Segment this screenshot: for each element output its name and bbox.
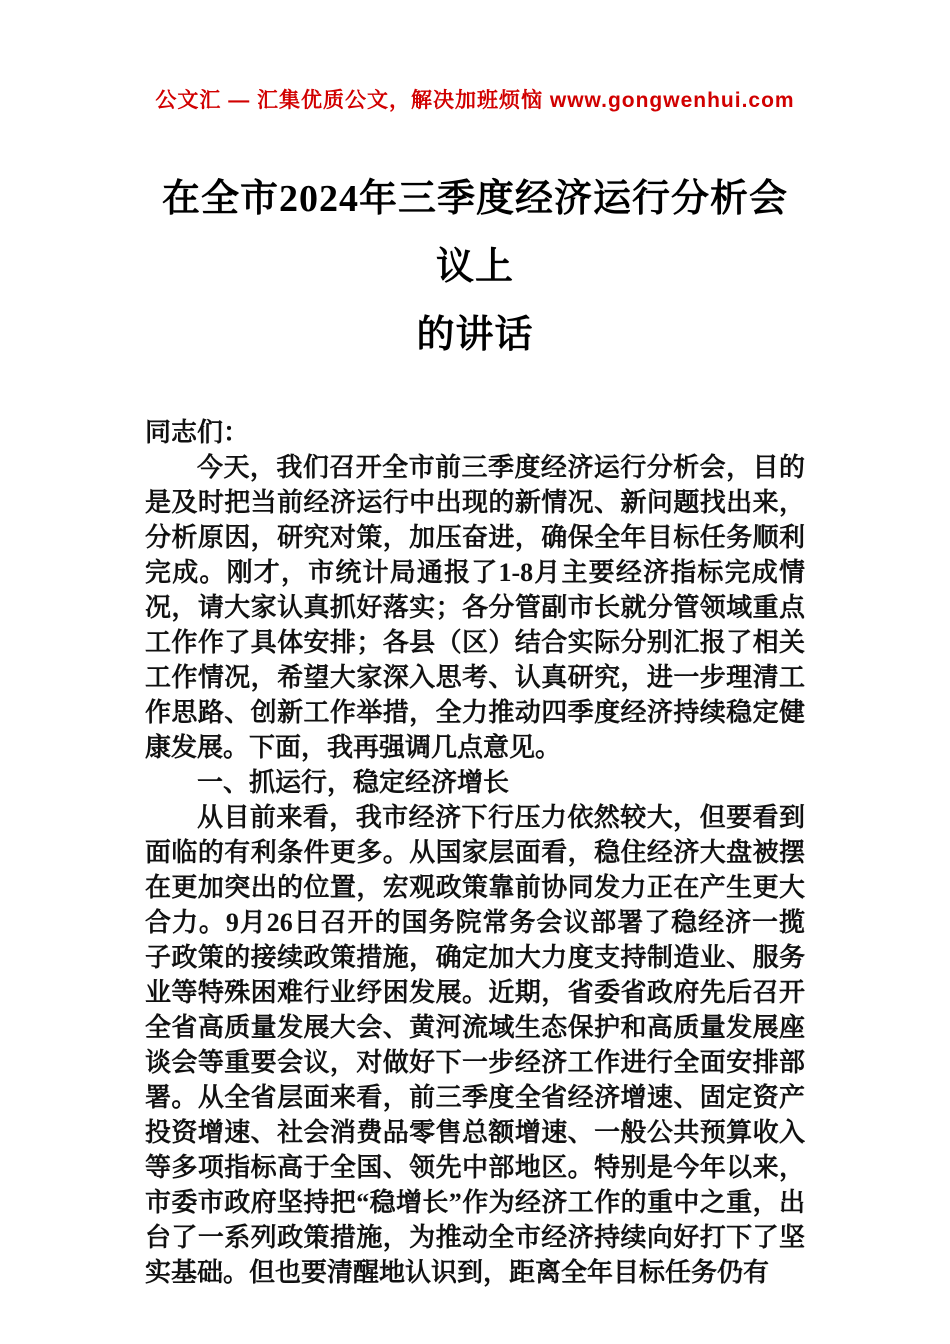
document-title xyxy=(145,165,805,369)
site-watermark: 公文汇 — 汇集优质公文，解决加班烦恼 www.gongwenhui.com xyxy=(155,89,795,112)
document-body xyxy=(145,415,805,1290)
section-heading-1: 一、抓运行，稳定经济增长 xyxy=(197,768,510,797)
title-line-2: 的讲话 xyxy=(416,314,534,356)
paragraph-intro: 今天，我们召开全市前三季度经济运行分析会，目的是及时把当前经济运行中出现的新情况、新问题找出来，分析原因，研究对策，加压奋进，确保全年目标任务顺利完成。刚才，市统计局通报了1-8月主要经济指标完成情况，请大家认真抓好落实；各分管副市长就分管领域重点工作作了具体安排；各县（区）结合实际分别汇报了相关工作情况，希望大家深入思考、认真研究，进一步理清工作思路、创新工作举措，全力推动四季度经济持续稳定健康发展。下面，我再强调几点意见。 xyxy=(145,453,805,762)
paragraph-section-1-body: 从目前来看，我市经济下行压力依然较大，但要看到面临的有利条件更多。从国家层面看，稳住经济大盘被摆在更加突出的位置，宏观政策靠前协同发力正在产生更大合力。9月26日召开的国务院常务会议部署了稳经济一揽子政策的接续政策措施，确定加大力度支持制造业、服务业等特殊困难行业纾困发展。近期，省委省政府先后召开全省高质量发展大会、黄河流域生态保护和高质量发展座谈会等重要会议，对做好下一步经济工作进行全面安排部署。从全省层面来看，前三季度全省经济增速、固定资产投资增速、社会消费品零售总额增速、一般公共预算收入等多项指标高于全国、领先中部地区。特别是今年以来，市委市政府坚持把“稳增长”作为经济工作的重中之重，出台了一系列政策措施，为推动全市经济持续向好打下了坚实基础。但也要清醒地认识到，距离全年目标任务仍有 xyxy=(145,803,805,1287)
document-content xyxy=(145,165,805,1290)
salutation: 同志们： xyxy=(145,418,250,447)
title-line-1: 在全市2024年三季度经济运行分析会议上 xyxy=(161,178,788,288)
